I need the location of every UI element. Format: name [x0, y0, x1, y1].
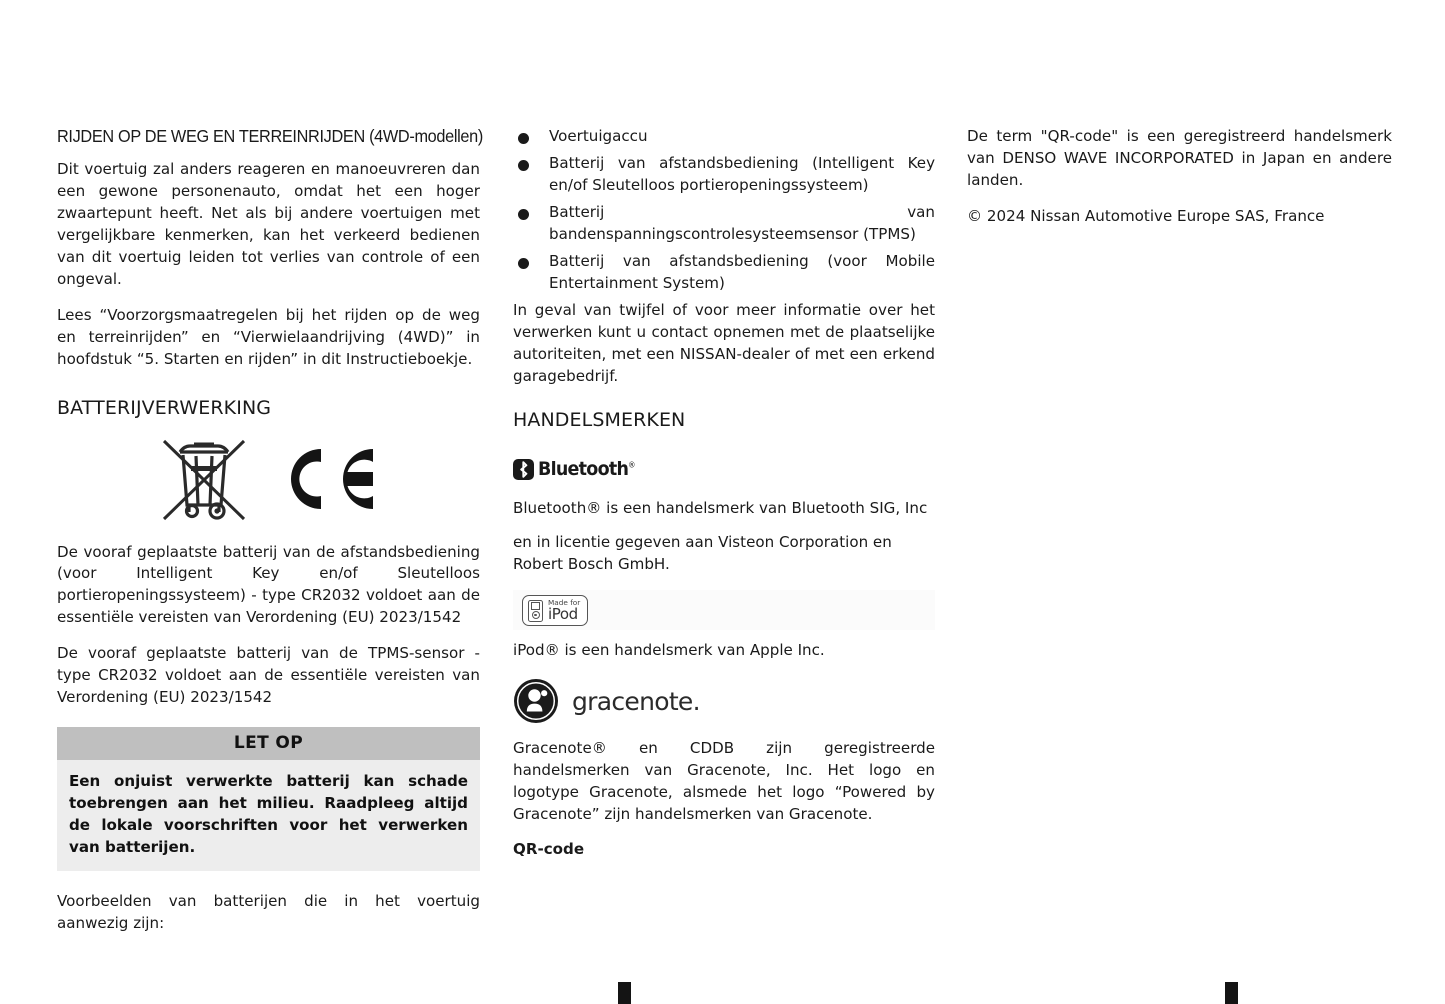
crop-registration-mark-right [1225, 982, 1238, 1004]
bullet-dot-icon [518, 258, 529, 269]
gracenote-logo [513, 678, 935, 724]
paragraph-disposal-contact: In geval van twijfel of voor meer informatie over het verwerken kunt u contact opnemen met de plaatselijke autoriteiten, met een NISSAN-dealer of met een erkend garagebedrijf. [513, 300, 935, 385]
paragraph-bluetooth-1: Bluetooth® is een handelsmerk van Bluetooth SIG, Inc [513, 499, 928, 518]
bluetooth-icon [513, 459, 534, 480]
caution-box [57, 727, 480, 871]
list-item-label: Batterij van afstandsbediening (Intelligent Key en/of Sleutelloos portieropeningssysteem) [549, 153, 935, 194]
paragraph-driving-behaviour: Dit voertuig zal anders reageren en manoeuvreren dan een gewone personenauto, omdat het een hoger zwaartepunt heeft. Net als bij andere voertuigen met vergelijkbare kenmerken, kan het verkeerd bedienen van dit voertuig leiden tot verlies van controle of een ongeval. [57, 160, 480, 288]
crop-registration-mark-left [618, 982, 631, 1004]
section-heading-trademarks: HANDELSMERKEN [513, 409, 686, 432]
battery-examples-list [513, 126, 935, 295]
list-item [513, 153, 935, 197]
list-item-label: Batterij van afstandsbediening (voor Mobile Entertainment System) [549, 251, 935, 292]
paragraph-battery-examples-intro: Voorbeelden van batterijen die in het voertuig aanwezig zijn: [57, 892, 480, 933]
paragraph-ipod: iPod® is een handelsmerk van Apple Inc. [513, 641, 825, 660]
paragraph-qr-trademark: De term "QR-code" is een geregistreerd handelsmerk van DENSO WAVE INCORPORATED in Japan en andere landen. [967, 127, 1392, 189]
caution-box-text: Een onjuist verwerkte batterij kan schade toebrengen aan het milieu. Raadpleeg altijd de lokale voorschriften voor het verwerken van batterijen. [57, 760, 480, 871]
paragraph-copyright: © 2024 Nissan Automotive Europe SAS, France [967, 206, 1325, 225]
paragraph-tpms-battery: De vooraf geplaatste batterij van de TPMS-sensor - type CR2032 voldoet aan de essentiële vereisten van Verordening (EU) 2023/1542 [57, 644, 480, 707]
ipod-device-icon [528, 600, 543, 622]
qr-code-label: QR-code [513, 840, 585, 859]
list-item [513, 202, 935, 246]
section-heading-battery-disposal: BATTERIJVERWERKING [57, 396, 272, 419]
ce-mark-icon [276, 443, 380, 515]
list-item-label: Voertuigaccu [549, 127, 648, 145]
bullet-dot-icon [518, 160, 529, 171]
column-right [967, 126, 1392, 242]
ipod-logo-band [513, 590, 935, 630]
gracenote-wordmark: gracenote. [572, 686, 700, 716]
section-heading-driving: RIJDEN OP DE WEG EN TERREINRIJDEN (4WD-modellen) [57, 126, 483, 146]
column-middle [513, 126, 935, 858]
registered-mark: ® [628, 460, 635, 470]
list-item [513, 251, 935, 295]
ipod-clickwheel-icon [532, 611, 540, 619]
bullet-dot-icon [518, 209, 529, 220]
crossed-out-wheelie-bin-icon [158, 435, 250, 523]
paragraph-remote-battery: De vooraf geplaatste batterij van de afstandsbediening (voor Intelligent Key en/of Sleutelloos portieropeningssysteem) - type CR2032 voldoet aan de essentiële vereisten van Verordening (EU) 2023/1542 [57, 542, 480, 627]
list-item [513, 126, 935, 148]
column-left [57, 126, 483, 935]
symbol-row [57, 434, 480, 524]
bluetooth-logo [513, 458, 643, 480]
caution-box-title: LET OP [57, 727, 480, 760]
bluetooth-wordmark: Bluetooth® [538, 458, 635, 481]
ipod-name-label: iPod [548, 605, 578, 624]
list-item-label: Batterij van bandenspanningscontrolesysteemsensor (TPMS) [549, 202, 935, 243]
made-for-ipod-badge [522, 595, 588, 626]
paragraph-gracenote: Gracenote® en CDDB zijn geregistreerde handelsmerken van Gracenote, Inc. Het logo en logotype Gracenote, alsmede het logo “Powered by Gracenote” zijn handelsmerken van Gracenote. [513, 739, 935, 824]
ipod-screen-icon [531, 602, 540, 610]
gracenote-icon [513, 678, 559, 724]
ipod-made-for-label: Made for [548, 598, 581, 608]
paragraph-bluetooth-2: en in licentie gegeven aan Visteon Corporation en Robert Bosch GmbH. [513, 533, 892, 574]
bullet-dot-icon [518, 133, 529, 144]
paragraph-reference-chapter: Lees “Voorzorgsmaatregelen bij het rijden op de weg en terreinrijden” en “Vierwielaandrijving (4WD)” in hoofdstuk “5. Starten en rijden” in dit Instructieboekje. [57, 305, 480, 368]
